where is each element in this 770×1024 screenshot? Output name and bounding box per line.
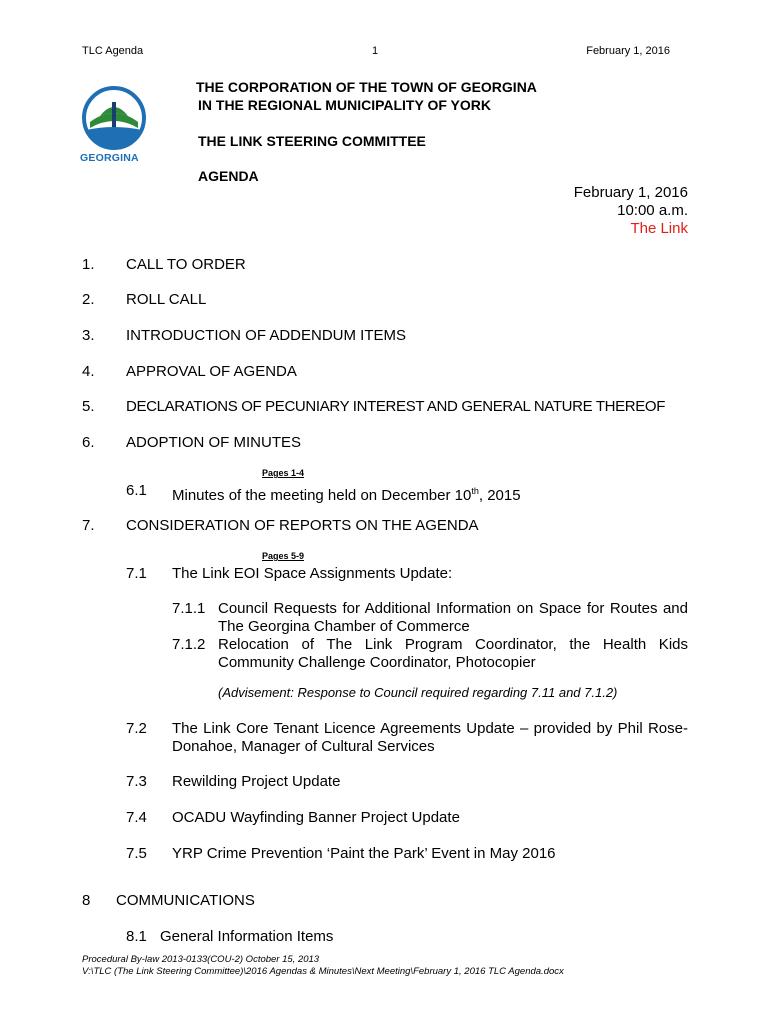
item-roll-call: ROLL CALL xyxy=(126,291,207,308)
item-7-1-2-line2: Community Challenge Coordinator, Photocopier xyxy=(218,654,536,671)
item-adoption-minutes: ADOPTION OF MINUTES xyxy=(126,434,302,451)
item-number: 7.3 xyxy=(126,773,147,790)
item-8-1-text: General Information Items xyxy=(160,928,334,945)
meeting-location: The Link xyxy=(630,220,688,237)
georgina-logo xyxy=(78,84,150,174)
item-7-1-2-line1: Relocation of The Link Program Coordinator, the Health Kids xyxy=(218,636,688,653)
item-number: 7. xyxy=(82,517,95,534)
item-number: 6.1 xyxy=(126,482,147,499)
logo-text: GEORGINA xyxy=(80,152,139,164)
committee-title: THE LINK STEERING COMMITTEE xyxy=(198,133,426,149)
item-number: 7.1.2 xyxy=(172,636,206,653)
item-number: 8 xyxy=(82,892,91,909)
title-line2: IN THE REGIONAL MUNICIPALITY OF YORK xyxy=(198,97,491,113)
header-date: February 1, 2016 xyxy=(586,45,670,57)
item-number: 3. xyxy=(82,327,95,344)
pages-ref-6-1: Pages 1-4 xyxy=(262,468,305,478)
title-line1: THE CORPORATION OF THE TOWN OF GEORGINA xyxy=(196,79,537,95)
footer-bylaw: Procedural By-law 2013-0133(COU-2) October 15, 2013 xyxy=(82,954,320,965)
item-number: 7.1.1 xyxy=(172,600,206,617)
item-call-to-order: CALL TO ORDER xyxy=(126,256,246,273)
agenda-title: AGENDA xyxy=(198,168,259,184)
item-addendum: INTRODUCTION OF ADDENDUM ITEMS xyxy=(126,327,406,344)
item-7-1-text: The Link EOI Space Assignments Update: xyxy=(172,565,453,582)
item-7-1-1-line1: Council Requests for Additional Information on Space for Routes and xyxy=(218,600,688,617)
item-number: 7.5 xyxy=(126,845,147,862)
item-7-5-text: YRP Crime Prevention ‘Paint the Park’ Event in May 2016 xyxy=(172,845,556,862)
item-number: 4. xyxy=(82,363,95,380)
item-number: 8.1 xyxy=(126,928,147,945)
item-7-2-line2: Donahoe, Manager of Cultural Services xyxy=(172,738,435,755)
item-number: 5. xyxy=(82,398,95,415)
item-6-1-text: Minutes of the meeting held on December 10th, 2015 xyxy=(172,486,521,504)
item-number: 7.4 xyxy=(126,809,147,826)
meeting-date: February 1, 2016 xyxy=(573,184,688,201)
item-7-4-text: OCADU Wayfinding Banner Project Update xyxy=(172,809,460,826)
item-7-1-1-line2: The Georgina Chamber of Commerce xyxy=(218,618,470,635)
item-communications: COMMUNICATIONS xyxy=(116,892,255,909)
item-declarations: DECLARATIONS OF PECUNIARY INTEREST AND GENERAL NATURE THEREOF xyxy=(126,398,666,415)
page-number: 1 xyxy=(372,45,379,57)
meeting-time: 10:00 a.m. xyxy=(617,202,688,219)
item-number: 7.1 xyxy=(126,565,147,582)
item-number: 7.2 xyxy=(126,720,147,737)
item-number: 1. xyxy=(82,256,95,273)
item-approval: APPROVAL OF AGENDA xyxy=(126,363,297,380)
georgina-tree-icon xyxy=(78,84,150,156)
item-7-3-text: Rewilding Project Update xyxy=(172,773,341,790)
item-number: 6. xyxy=(82,434,95,451)
footer-path: V:\TLC (The Link Steering Committee)\2016 Agendas & Minutes\Next Meeting\February 1, 2016 TLC Agenda.docx xyxy=(82,966,564,977)
item-7-2-line1: The Link Core Tenant Licence Agreements Update – provided by Phil Rose- xyxy=(172,720,688,737)
header-left: TLC Agenda xyxy=(82,45,144,57)
pages-ref-7-1: Pages 5-9 xyxy=(262,551,305,561)
advisement-note: (Advisement: Response to Council required regarding 7.11 and 7.1.2) xyxy=(218,685,618,700)
item-consideration-reports: CONSIDERATION OF REPORTS ON THE AGENDA xyxy=(126,517,479,534)
item-number: 2. xyxy=(82,291,95,308)
